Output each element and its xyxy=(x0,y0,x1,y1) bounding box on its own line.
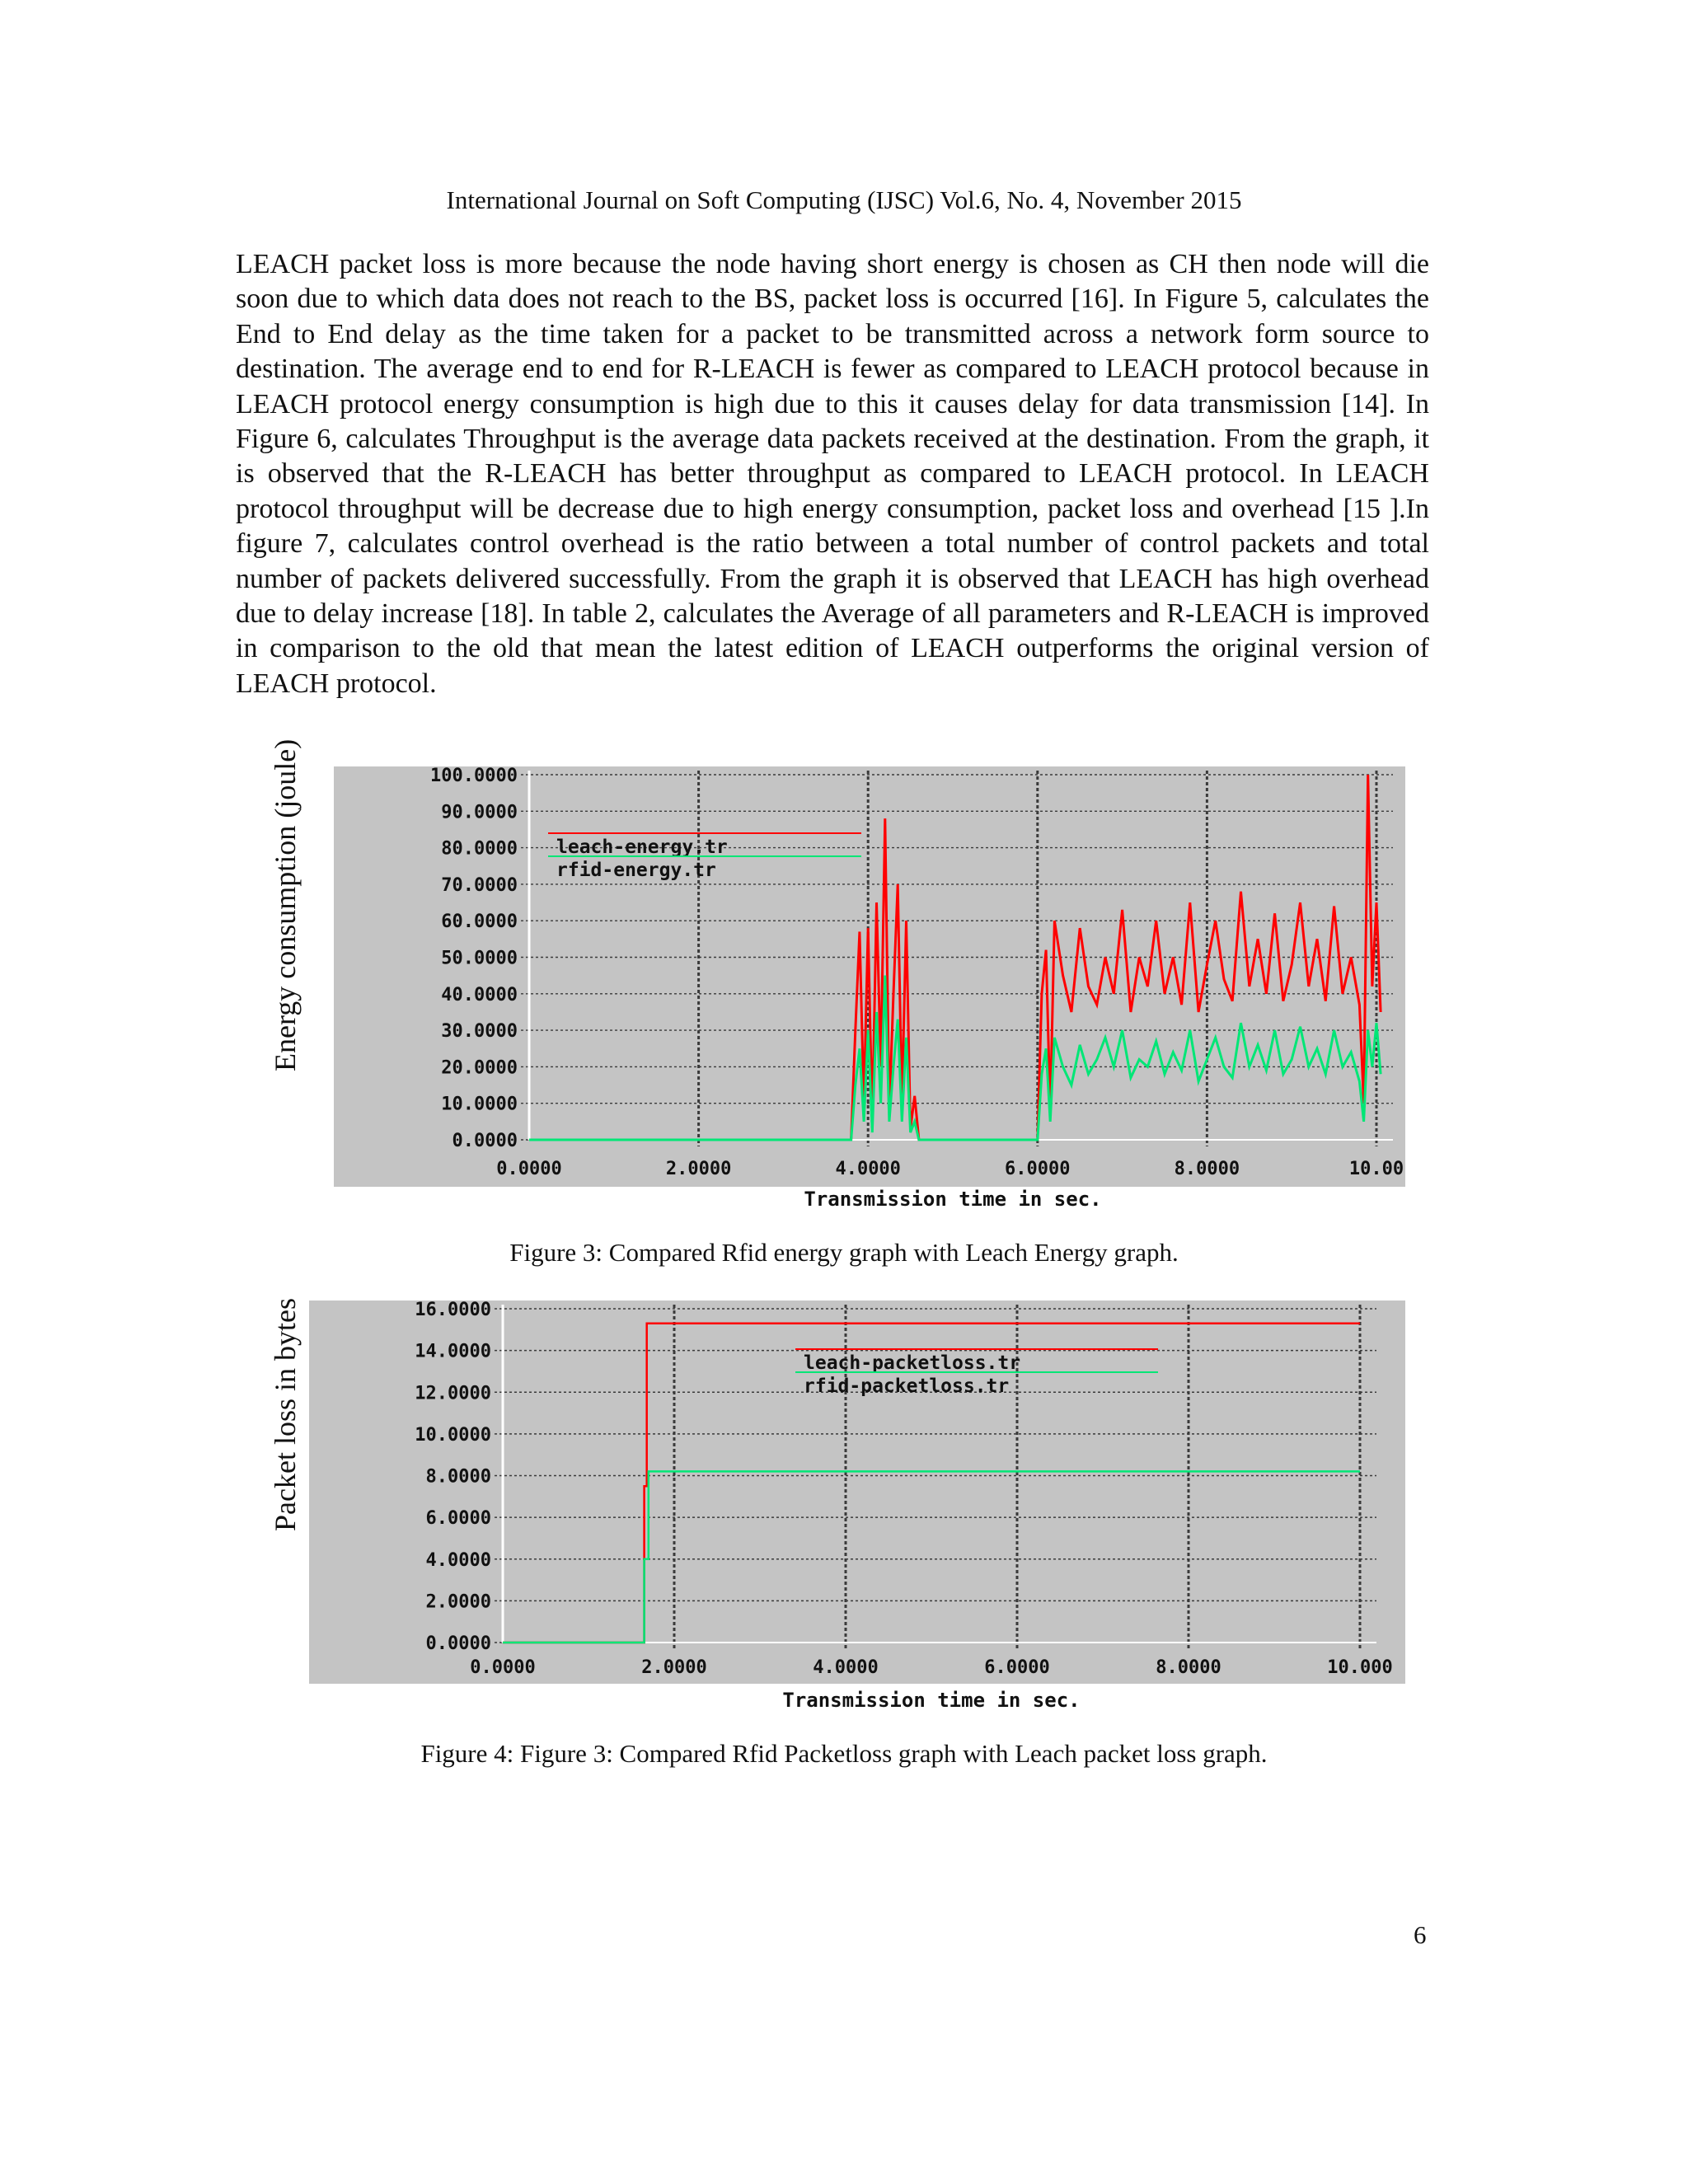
y-tick-label: 16.0000 xyxy=(415,1300,491,1320)
y-tick-label: 6.0000 xyxy=(425,1508,491,1530)
x-tick-label: 6.0000 xyxy=(1005,1159,1071,1179)
packetloss-chart-ylabel: Packet loss in bytes xyxy=(269,1298,302,1531)
page-number: 6 xyxy=(1414,1920,1427,1949)
y-tick-label: 0.0000 xyxy=(425,1633,491,1654)
y-tick-label: 14.0000 xyxy=(415,1341,491,1362)
x-tick-label: 0.0000 xyxy=(496,1159,562,1179)
legend-rfid-label: rfid-energy.tr xyxy=(556,860,716,881)
y-tick-label: 2.0000 xyxy=(425,1591,491,1613)
y-tick-label: 8.0000 xyxy=(425,1466,491,1488)
y-tick-label: 60.0000 xyxy=(441,912,518,933)
x-tick-label: 10.00 xyxy=(1348,1159,1404,1179)
journal-header: International Journal on Soft Computing (IJSC) Vol.6, No. 4, November 2015 xyxy=(446,185,1242,214)
y-tick-label: 50.0000 xyxy=(441,948,518,969)
x-axis-label: Transmission time in sec. xyxy=(804,1188,1102,1211)
x-tick-label: 8.0000 xyxy=(1174,1159,1240,1179)
y-tick-label: 4.0000 xyxy=(425,1549,491,1571)
y-tick-label: 100.0000 xyxy=(430,766,518,786)
x-tick-label: 4.0000 xyxy=(835,1159,901,1179)
y-tick-label: 12.0000 xyxy=(415,1383,491,1404)
figure4-chart xyxy=(264,1296,1405,1717)
legend-leach-label: leach-energy.tr xyxy=(556,837,728,858)
x-tick-label: 10.000 xyxy=(1327,1657,1393,1678)
y-tick-label: 0.0000 xyxy=(452,1131,518,1151)
x-tick-label: 4.0000 xyxy=(813,1657,879,1678)
y-tick-label: 10.0000 xyxy=(441,1094,518,1115)
figure3-caption: Figure 3: Compared Rfid energy graph with Leach Energy graph. xyxy=(509,1238,1179,1267)
x-tick-label: 2.0000 xyxy=(641,1657,707,1678)
figure4-caption: Figure 4: Figure 3: Compared Rfid Packetloss graph with Leach packet loss graph. xyxy=(420,1739,1268,1768)
y-tick-label: 90.0000 xyxy=(441,802,518,823)
energy-chart-svg xyxy=(264,762,1405,1212)
y-tick-label: 70.0000 xyxy=(441,874,518,896)
figure3-chart xyxy=(264,738,1405,1212)
x-tick-label: 2.0000 xyxy=(665,1159,732,1179)
y-tick-label: 30.0000 xyxy=(441,1021,518,1043)
packetloss-chart-svg xyxy=(264,1296,1405,1717)
y-tick-label: 20.0000 xyxy=(441,1057,518,1079)
x-tick-label: 6.0000 xyxy=(984,1657,1050,1678)
y-tick-label: 40.0000 xyxy=(441,984,518,1005)
y-tick-label: 80.0000 xyxy=(441,838,518,860)
body-paragraph: LEACH packet loss is more because the node having short energy is chosen as CH then node will die soon due to which data does not reach to the BS, packet loss is occurred [16]. In Figure 5, calculates the End to End delay as the time taken for a packet to be transmitted across a network form source to destination. The average end to end for R-LEACH is fewer as compared to LEACH protocol because in LEACH protocol energy consumption is high due to this it causes delay for data transmission [14]. In Figure 6, calculates Throughput is the average data packets received at the destination. From the graph, it is observed that the R-LEACH has better throughput as compared to LEACH protocol. In LEACH protocol throughput will be decrease due to high energy consumption, packet loss and overhead [15 ].In figure 7, calculates control overhead is the ratio between a total number of control packets and total number of packets delivered successfully. From the graph it is observed that LEACH has high overhead due to delay increase [18]. In table 2, calculates the Average of all parameters and R-LEACH is improved in comparison to the old that mean the latest edition of LEACH outperforms the original version of LEACH protocol. xyxy=(236,249,1429,699)
x-axis-label: Transmission time in sec. xyxy=(782,1689,1081,1712)
x-tick-label: 0.0000 xyxy=(470,1657,536,1678)
legend-rfid-label: rfid-packetloss.tr xyxy=(804,1376,1010,1397)
legend-leach-label: leach-packetloss.tr xyxy=(804,1352,1021,1374)
y-tick-label: 10.0000 xyxy=(415,1424,491,1446)
x-tick-label: 8.0000 xyxy=(1156,1657,1221,1678)
energy-chart-ylabel: Energy consumption (joule) xyxy=(269,738,302,1071)
